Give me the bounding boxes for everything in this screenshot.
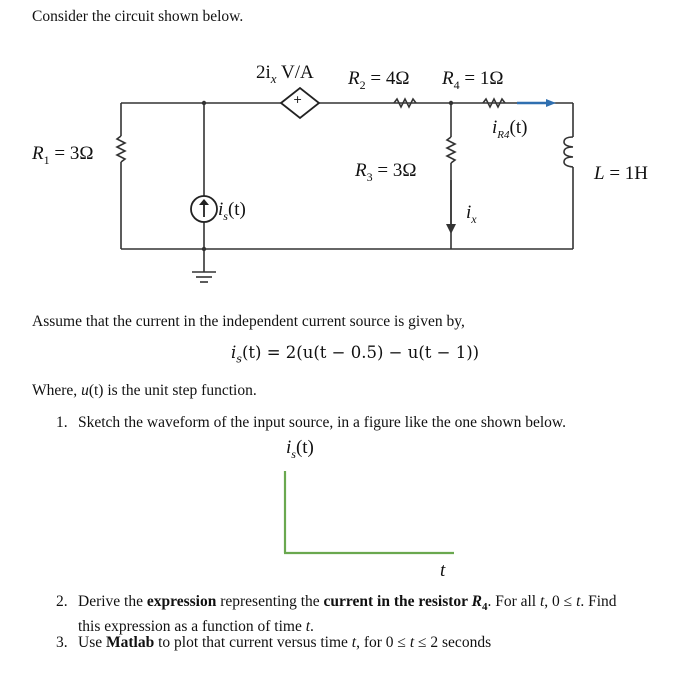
r2-label: $R_2 = 4\Omega$ <box>348 68 410 92</box>
r3-resistor <box>447 137 455 163</box>
list-item: 1. Sketch the waveform of the input source, in a figure like the one shown below. <box>56 414 566 431</box>
assume-text: Assume that the current in the independent current source is given by, <box>32 313 465 330</box>
ir4-arrowhead <box>546 99 556 107</box>
r4-label: $R_4 = 1\Omega$ <box>442 68 504 92</box>
node-dot <box>202 101 206 105</box>
r1-label: $R_1 = 3\Omega$ <box>32 143 94 167</box>
r1-resistor <box>117 136 125 162</box>
current-source-label: $i_s(t)$ <box>218 199 246 223</box>
r3-label: $R_3 = 3\Omega$ <box>355 160 417 184</box>
list-item: 3. Use Matlab to plot that current versus time t, for 0 ≤ t ≤ 2 seconds <box>56 634 492 651</box>
current-source-arrowhead <box>199 199 209 205</box>
list-item: 2. Derive the expression representing the current in the resistor $R_4$. For all t, 0 ≤ t. Find this expression as a function of time t. <box>56 593 617 636</box>
dependent-source-label: $2i_x$ V/A <box>256 62 314 86</box>
dependent-source-plus: + <box>293 93 303 106</box>
axis-x-label: t <box>440 560 446 581</box>
axis-y-label: $i_s(t)$ <box>286 437 314 461</box>
inductor-coil <box>564 137 573 167</box>
ix-arrowhead <box>446 224 456 234</box>
inductor-label: L = 1H <box>594 163 649 184</box>
ir4-label: $i_{R4}(t)$ <box>492 117 528 141</box>
intro-text: Consider the circuit shown below. <box>32 8 244 25</box>
source-equation: $i_s(t) = 2(u(t - 0.5) - u(t - 1))$ <box>231 343 480 366</box>
ix-label: $i_x$ <box>466 202 477 226</box>
where-text: Where, u(t) is the unit step function. <box>32 382 257 399</box>
node-dot <box>202 247 206 251</box>
